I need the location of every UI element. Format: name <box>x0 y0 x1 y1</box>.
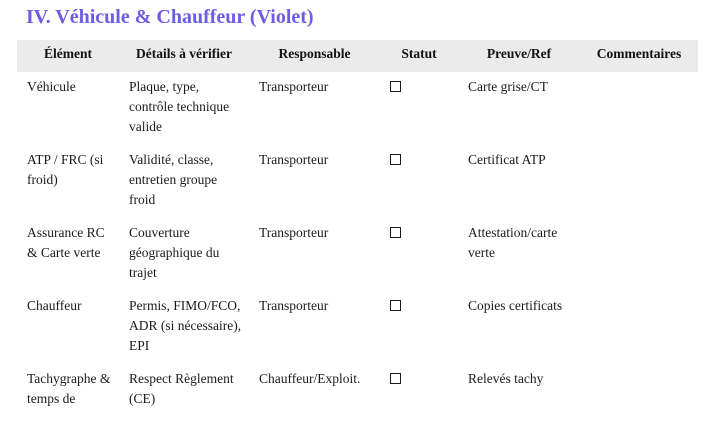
cell-details: Validité, classe, entretien groupe froid <box>129 152 218 207</box>
cell-statut <box>380 218 458 291</box>
cell-commentaires <box>580 145 698 218</box>
cell-element: ATP / FRC (si froid) <box>27 152 104 187</box>
cell-statut <box>380 291 458 364</box>
table-row <box>17 72 698 145</box>
cell-commentaires <box>580 218 698 291</box>
cell-commentaires <box>580 72 698 145</box>
table-header-row <box>17 40 698 72</box>
status-checkbox[interactable] <box>390 154 401 165</box>
cell-commentaires <box>580 291 698 364</box>
table-row <box>17 364 698 417</box>
cell-commentaires <box>580 364 698 417</box>
cell-responsable: Transporteur <box>259 79 329 94</box>
status-checkbox[interactable] <box>390 300 401 311</box>
cell-statut <box>380 72 458 145</box>
cell-responsable: Transporteur <box>259 152 329 167</box>
cell-preuve: Relevés tachy <box>468 371 544 386</box>
status-checkbox[interactable] <box>390 373 401 384</box>
cell-preuve: Attestation/carte verte <box>468 225 558 260</box>
cell-details: Couverture géographique du trajet <box>129 225 220 280</box>
cell-element: Assurance RC & Carte verte <box>27 225 105 260</box>
cell-preuve: Certificat ATP <box>468 152 546 167</box>
cell-element: Tachygraphe & temps de <box>27 371 111 406</box>
cell-element: Chauffeur <box>27 298 82 313</box>
cell-preuve: Copies certificats <box>468 298 563 313</box>
cell-preuve: Carte grise/CT <box>468 79 548 94</box>
section-title: IV. Véhicule & Chauffeur (Violet) <box>26 6 314 28</box>
column-header-responsable: Responsable <box>249 40 380 72</box>
column-header-preuve: Preuve/Ref <box>458 40 580 72</box>
cell-element: Véhicule <box>27 79 76 94</box>
cell-responsable: Transporteur <box>259 298 329 313</box>
cell-responsable: Chauffeur/Exploit. <box>259 371 361 386</box>
status-checkbox[interactable] <box>390 81 401 92</box>
cell-details: Respect Règlement (CE) <box>129 371 234 406</box>
column-header-statut: Statut <box>380 40 458 72</box>
table-row <box>17 291 698 364</box>
cell-details: Plaque, type, contrôle technique valide <box>129 79 230 134</box>
cell-details: Permis, FIMO/FCO, ADR (si nécessaire), EPI <box>129 298 242 353</box>
status-checkbox[interactable] <box>390 227 401 238</box>
column-header-commentaires: Commentaires <box>580 40 698 72</box>
table-row <box>17 145 698 218</box>
column-header-element: Élément <box>17 40 119 72</box>
checklist-table <box>17 40 698 417</box>
cell-responsable: Transporteur <box>259 225 329 240</box>
column-header-details: Détails à vérifier <box>119 40 249 72</box>
cell-statut <box>380 364 458 417</box>
cell-statut <box>380 145 458 218</box>
table-row <box>17 218 698 291</box>
